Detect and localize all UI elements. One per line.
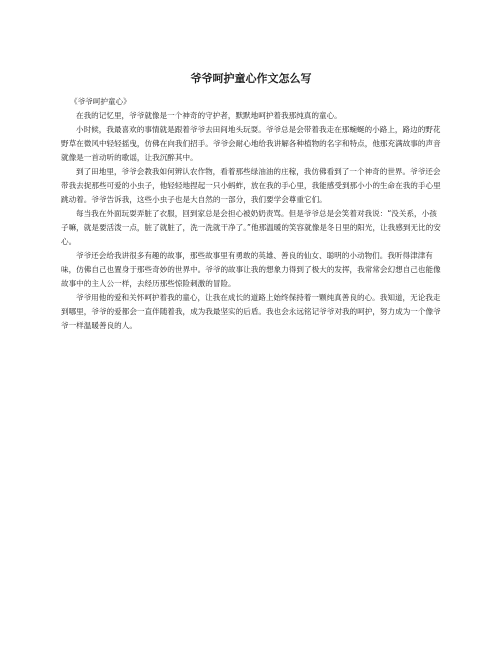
document-body	[61, 95, 443, 333]
paragraph-2: 小时候，我最喜欢的事情就是跟着爷爷去田间地头玩耍。爷爷总是会带着我走在那蜿蜒的小路上，路边的野花野草在微风中轻轻摇曳，仿佛在向我们招手。爷爷会耐心地给我讲解各种植物的名字和特点，他那充满故事的声音就像是一首动听的歌谣，让我沉醉其中。	[61, 125, 441, 162]
essay-subtitle: 《爷爷呵护童心》	[70, 97, 131, 106]
paragraph-3: 到了田地里，爷爷会教我如何辨认农作物，看着那些绿油油的庄稼，我仿佛看到了一个神奇的世界。爷爷还会带我去捉那些可爱的小虫子，他轻轻地捏起一只小蚂蚱，放在我的手心里，我能感受到那小小的生命在我的手心里跳动着。爷爷告诉我，这些小虫子也是大自然的一部分，我们要学会尊重它们。	[61, 167, 441, 204]
paragraph-6: 爷爷用他的爱和关怀呵护着我的童心，让我在成长的道路上始终保持着一颗纯真善良的心。我知道，无论我走到哪里，爷爷的爱都会一直伴随着我，成为我最坚实的后盾。我也会永远铭记爷爷对我的呵护，努力成为一个像爷爷一样温暖善良的人。	[61, 293, 441, 330]
document-title: 爷爷呵护童心作文怎么写	[190, 72, 312, 85]
paragraph-5: 爷爷还会给我讲很多有趣的故事，那些故事里有勇敢的英雄、善良的仙女、聪明的小动物们。我听得津津有味，仿佛自己也置身于那些奇妙的世界中。爷爷的故事让我的想象力得到了极大的发挥，我常常会幻想自己也能像故事中的主人公一样，去经历那些惊险刺激的冒险。	[61, 251, 441, 288]
paragraph-1: 在我的记忆里，爷爷就像是一个神奇的守护者，默默地呵护着我那纯真的童心。	[76, 111, 342, 120]
paragraph-4: 每当我在外面玩耍弄脏了衣服，回到家总是会担心被奶奶责骂。但是爷爷总是会笑着对我说：“没关系，小孩子嘛，就是要活泼一点，脏了就脏了，洗一洗就干净了。”他那温暖的笑容就像是冬日里的阳光，让我感到无比的安心。	[61, 209, 441, 246]
